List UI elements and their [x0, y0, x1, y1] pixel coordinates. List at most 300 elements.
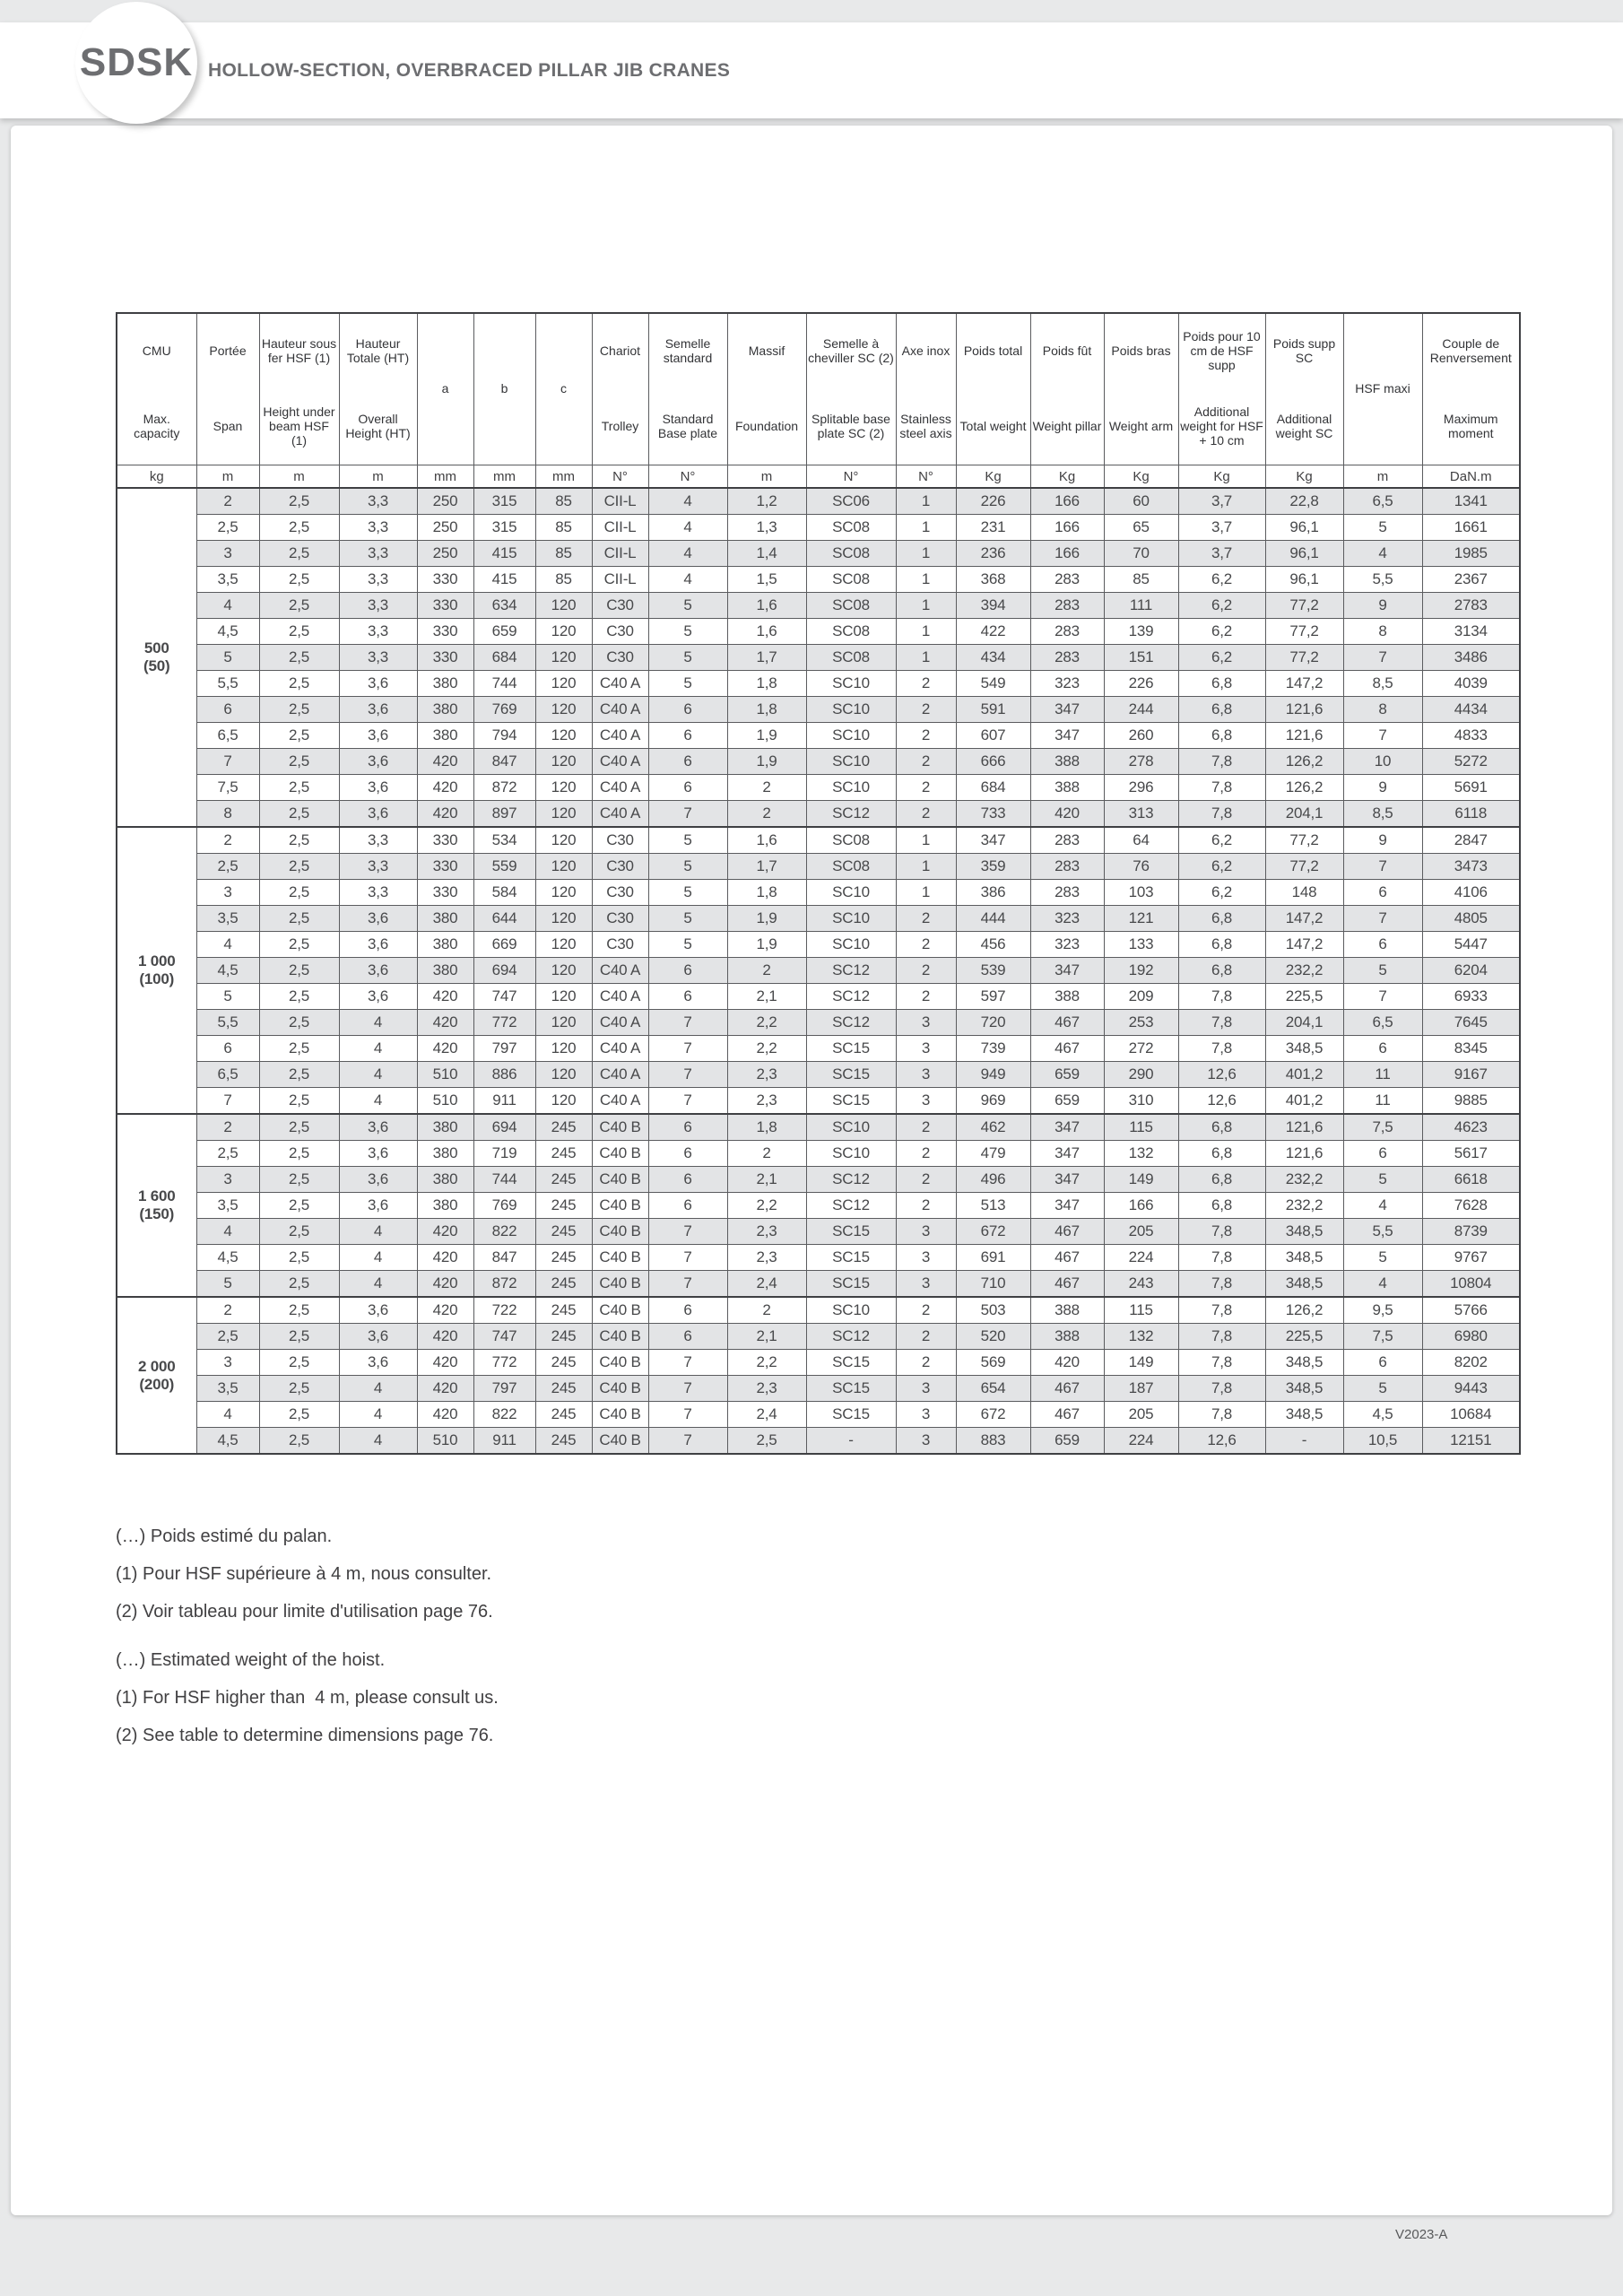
table-cell: 4 — [196, 593, 259, 619]
table-cell: C40 A — [592, 1062, 648, 1088]
table-row — [117, 593, 1520, 619]
table-cell: 2 — [896, 671, 956, 697]
column-header — [896, 313, 956, 465]
table-cell: 797 — [473, 1036, 535, 1062]
table-cell: 719 — [473, 1141, 535, 1167]
table-cell: 1 — [896, 880, 956, 906]
column-header-fr: Axe inox — [901, 344, 950, 359]
footnote-line: (…) Poids estimé du palan. — [116, 1526, 333, 1546]
table-cell: 420 — [417, 1219, 473, 1245]
table-row — [117, 671, 1520, 697]
column-header-en: Total weight — [959, 419, 1027, 434]
table-cell: 12,6 — [1178, 1088, 1265, 1115]
table-cell: SC15 — [806, 1271, 896, 1298]
unit-cell: N° — [806, 465, 896, 489]
unit-cell: m — [339, 465, 417, 489]
column-header-en: Additional weight SC — [1275, 412, 1333, 440]
capacity-group-label — [117, 488, 196, 827]
table-cell: 3,3 — [339, 515, 417, 541]
table-cell: 911 — [473, 1088, 535, 1115]
table-cell: 120 — [535, 749, 592, 775]
column-header — [417, 313, 473, 465]
table-cell: 4 — [1343, 541, 1422, 567]
column-header-fr: Chariot — [599, 344, 641, 359]
table-cell: 847 — [473, 749, 535, 775]
table-row — [117, 1428, 1520, 1455]
table-cell: 7,8 — [1178, 1219, 1265, 1245]
table-cell: 2 — [896, 775, 956, 801]
table-cell: SC12 — [806, 1010, 896, 1036]
table-cell: 9767 — [1422, 1245, 1520, 1271]
table-cell: 6,8 — [1178, 1114, 1265, 1141]
table-row — [117, 1402, 1520, 1428]
table-cell: 4 — [339, 1245, 417, 1271]
column-header-en: Stainless steel axis — [899, 412, 952, 440]
table-cell: 232,2 — [1265, 1167, 1343, 1193]
table-cell: 684 — [473, 645, 535, 671]
table-cell: 2 — [727, 1141, 806, 1167]
table-cell: CII-L — [592, 541, 648, 567]
table-cell: SC10 — [806, 880, 896, 906]
table-cell: 6 — [648, 697, 727, 723]
table-cell: 569 — [956, 1350, 1030, 1376]
table-cell: 3,5 — [196, 1193, 259, 1219]
table-cell: 2,5 — [259, 984, 339, 1010]
table-cell: 415 — [473, 567, 535, 593]
table-cell: 6 — [648, 775, 727, 801]
table-cell: 120 — [535, 1010, 592, 1036]
table-cell: 733 — [956, 801, 1030, 828]
table-cell: 347 — [956, 827, 1030, 854]
unit-cell: m — [259, 465, 339, 489]
capacity-group-label — [117, 1114, 196, 1297]
capacity-value: 2 000 — [137, 1357, 176, 1375]
table-cell: 245 — [535, 1297, 592, 1324]
table-cell: 120 — [535, 906, 592, 932]
table-cell: 380 — [417, 1141, 473, 1167]
table-cell: 2,5 — [259, 488, 339, 515]
table-cell: 1,5 — [727, 567, 806, 593]
table-cell: 224 — [1104, 1428, 1178, 1455]
table-cell: 12,6 — [1178, 1428, 1265, 1455]
table-cell: 797 — [473, 1376, 535, 1402]
table-row — [117, 1193, 1520, 1219]
table-cell: 120 — [535, 1036, 592, 1062]
table-cell: C40 A — [592, 801, 648, 828]
table-cell: 2,5 — [259, 697, 339, 723]
table-cell: 496 — [956, 1167, 1030, 1193]
table-cell: 2 — [727, 801, 806, 828]
table-cell: SC12 — [806, 1193, 896, 1219]
table-cell: 347 — [1030, 958, 1104, 984]
table-cell: C40 B — [592, 1219, 648, 1245]
table-cell: 245 — [535, 1350, 592, 1376]
table-cell: 7 — [1343, 854, 1422, 880]
table-cell: 3,6 — [339, 1297, 417, 1324]
column-header-content — [808, 314, 895, 465]
table-cell: 2 — [896, 801, 956, 828]
table-row — [117, 1088, 1520, 1115]
table-cell: 2,5 — [259, 645, 339, 671]
table-cell: SC15 — [806, 1219, 896, 1245]
table-cell: 672 — [956, 1219, 1030, 1245]
table-cell: 3,6 — [339, 671, 417, 697]
table-cell: 77,2 — [1265, 827, 1343, 854]
table-cell: 2,5 — [259, 1297, 339, 1324]
table-cell: 380 — [417, 1167, 473, 1193]
table-cell: 5 — [648, 854, 727, 880]
unit-cell: m — [727, 465, 806, 489]
table-row — [117, 488, 1520, 515]
table-cell: 3 — [896, 1088, 956, 1115]
table-cell: 467 — [1030, 1245, 1104, 1271]
table-cell: 3 — [896, 1402, 956, 1428]
table-cell: 250 — [417, 515, 473, 541]
table-cell: C30 — [592, 619, 648, 645]
table-cell: 2,5 — [196, 1324, 259, 1350]
table-cell: 205 — [1104, 1219, 1178, 1245]
table-cell: 283 — [1030, 645, 1104, 671]
table-cell: 7 — [648, 1376, 727, 1402]
table-cell: 121,6 — [1265, 723, 1343, 749]
table-cell: 4 — [196, 1402, 259, 1428]
unit-cell: Kg — [1104, 465, 1178, 489]
table-cell: 1 — [896, 593, 956, 619]
table-cell: 65 — [1104, 515, 1178, 541]
table-cell: 420 — [417, 1376, 473, 1402]
table-cell: 3,6 — [339, 906, 417, 932]
table-cell: 1661 — [1422, 515, 1520, 541]
column-header-en: Span — [213, 419, 243, 434]
table-cell: C40 B — [592, 1428, 648, 1455]
table-cell: 456 — [956, 932, 1030, 958]
table-cell: 7,8 — [1178, 749, 1265, 775]
table-cell: 8,5 — [1343, 801, 1422, 828]
table-cell: SC08 — [806, 854, 896, 880]
table-cell: 772 — [473, 1010, 535, 1036]
table-cell: 420 — [417, 1245, 473, 1271]
table-cell: 883 — [956, 1428, 1030, 1455]
table-cell: 330 — [417, 854, 473, 880]
table-cell: 4623 — [1422, 1114, 1520, 1141]
table-cell: 296 — [1104, 775, 1178, 801]
capacity-sub: (50) — [143, 657, 170, 674]
table-cell: 3,5 — [196, 906, 259, 932]
table-cell: 2 — [896, 1141, 956, 1167]
column-header — [1178, 313, 1265, 465]
table-cell: 4 — [1343, 1271, 1422, 1298]
table-cell: 3,7 — [1178, 515, 1265, 541]
table-cell: 120 — [535, 958, 592, 984]
table-cell: - — [806, 1428, 896, 1455]
table-row — [117, 1114, 1520, 1141]
table-cell: SC15 — [806, 1245, 896, 1271]
table-cell: 7 — [1343, 906, 1422, 932]
table-cell: 3,3 — [339, 854, 417, 880]
table-cell: 278 — [1104, 749, 1178, 775]
table-cell: 1 — [896, 619, 956, 645]
table-cell: 2,1 — [727, 1167, 806, 1193]
table-cell: 225,5 — [1265, 984, 1343, 1010]
table-cell: 347 — [1030, 723, 1104, 749]
table-cell: SC10 — [806, 723, 896, 749]
table-cell: 6,8 — [1178, 906, 1265, 932]
table-cell: 3,7 — [1178, 488, 1265, 515]
table-cell: 8202 — [1422, 1350, 1520, 1376]
table-cell: 772 — [473, 1350, 535, 1376]
table-cell: 388 — [1030, 1324, 1104, 1350]
column-header-fr: Semelle standard — [663, 336, 713, 365]
table-cell: C40 A — [592, 1088, 648, 1115]
table-cell: 5447 — [1422, 932, 1520, 958]
capacity-value: 500 — [143, 639, 169, 657]
table-cell: 872 — [473, 1271, 535, 1298]
table-cell: 949 — [956, 1062, 1030, 1088]
table-cell: 330 — [417, 567, 473, 593]
table-cell: 4 — [1343, 1193, 1422, 1219]
table-cell: 420 — [1030, 801, 1104, 828]
table-cell: 5 — [648, 619, 727, 645]
table-cell: 6,2 — [1178, 854, 1265, 880]
table-cell: 6 — [1343, 880, 1422, 906]
table-cell: C40 A — [592, 697, 648, 723]
table-cell: 5 — [648, 880, 727, 906]
table-row — [117, 801, 1520, 828]
table-cell: 467 — [1030, 1376, 1104, 1402]
table-cell: 283 — [1030, 880, 1104, 906]
column-header-content — [650, 314, 726, 465]
table-cell: 5766 — [1422, 1297, 1520, 1324]
column-header-fr: Couple de Renversement — [1429, 336, 1512, 365]
table-cell: 205 — [1104, 1402, 1178, 1428]
table-cell: 121,6 — [1265, 1141, 1343, 1167]
table-cell: 1,8 — [727, 880, 806, 906]
table-cell: SC10 — [806, 1114, 896, 1141]
table-cell: 479 — [956, 1141, 1030, 1167]
table-cell: 3134 — [1422, 619, 1520, 645]
table-cell: C40 B — [592, 1271, 648, 1298]
table-cell: 85 — [535, 541, 592, 567]
table-cell: 911 — [473, 1428, 535, 1455]
table-cell: 3,6 — [339, 1167, 417, 1193]
table-cell: 2,5 — [259, 775, 339, 801]
table-cell: 7,8 — [1178, 984, 1265, 1010]
table-cell: 7,8 — [1178, 1350, 1265, 1376]
table-cell: 4 — [339, 1402, 417, 1428]
table-cell: 467 — [1030, 1036, 1104, 1062]
table-cell: 747 — [473, 984, 535, 1010]
table-cell: 2,5 — [259, 854, 339, 880]
table-cell: 6,2 — [1178, 619, 1265, 645]
table-cell: 243 — [1104, 1271, 1178, 1298]
table-cell: 7,8 — [1178, 801, 1265, 828]
table-cell: 380 — [417, 958, 473, 984]
table-cell: 3,6 — [339, 984, 417, 1010]
table-cell: 6,5 — [1343, 488, 1422, 515]
table-cell: 5 — [648, 645, 727, 671]
table-cell: 2,5 — [259, 619, 339, 645]
column-header-content — [198, 314, 258, 465]
table-cell: SC06 — [806, 488, 896, 515]
table-cell: 2,1 — [727, 984, 806, 1010]
column-header-en: Splitable base plate SC (2) — [812, 412, 890, 440]
table-cell: 147,2 — [1265, 671, 1343, 697]
table-cell: SC12 — [806, 1324, 896, 1350]
table-cell: 245 — [535, 1193, 592, 1219]
table-cell: 394 — [956, 593, 1030, 619]
table-cell: C40 A — [592, 958, 648, 984]
table-cell: 388 — [1030, 1297, 1104, 1324]
table-cell: 5 — [648, 932, 727, 958]
table-cell: C30 — [592, 854, 648, 880]
table-row — [117, 775, 1520, 801]
table-cell: 204,1 — [1265, 801, 1343, 828]
table-cell: 7 — [648, 1010, 727, 1036]
table-cell: 2,5 — [259, 906, 339, 932]
table-cell: 2,5 — [259, 723, 339, 749]
table-cell: 245 — [535, 1245, 592, 1271]
table-cell: 6 — [648, 1324, 727, 1350]
table-cell: 348,5 — [1265, 1376, 1343, 1402]
column-header-content — [594, 314, 647, 465]
table-cell: 2,2 — [727, 1010, 806, 1036]
table-cell: 2 — [727, 958, 806, 984]
table-cell: 659 — [1030, 1062, 1104, 1088]
table-row — [117, 723, 1520, 749]
table-cell: 3 — [196, 1167, 259, 1193]
table-cell: 5 — [1343, 515, 1422, 541]
table-cell: 7 — [648, 1088, 727, 1115]
table-cell: 2,5 — [259, 1376, 339, 1402]
table-cell: 330 — [417, 593, 473, 619]
table-cell: SC15 — [806, 1088, 896, 1115]
column-header-en: Max. capacity — [134, 412, 180, 440]
table-row — [117, 1245, 1520, 1271]
table-cell: 148 — [1265, 880, 1343, 906]
table-cell: 684 — [956, 775, 1030, 801]
table-cell: SC12 — [806, 984, 896, 1010]
table-cell: 3 — [196, 541, 259, 567]
table-cell: 3,5 — [196, 1376, 259, 1402]
table-cell: 747 — [473, 1324, 535, 1350]
table-cell: 2,5 — [259, 1245, 339, 1271]
table-cell: 7 — [648, 1350, 727, 1376]
column-header-fr: Hauteur sous fer HSF (1) — [261, 336, 337, 365]
table-cell: 120 — [535, 932, 592, 958]
unit-cell: Kg — [1178, 465, 1265, 489]
table-cell: 2,1 — [727, 1324, 806, 1350]
table-cell: 9,5 — [1343, 1297, 1422, 1324]
table-cell: SC08 — [806, 619, 896, 645]
table-cell: SC08 — [806, 541, 896, 567]
table-cell: C40 B — [592, 1114, 648, 1141]
table-cell: 1,8 — [727, 697, 806, 723]
table-cell: C40 B — [592, 1376, 648, 1402]
table-cell: 2,5 — [259, 932, 339, 958]
table-cell: 420 — [417, 749, 473, 775]
table-cell: 2,5 — [259, 567, 339, 593]
table-cell: 6 — [648, 1114, 727, 1141]
table-cell: 467 — [1030, 1402, 1104, 1428]
table-cell: 232,2 — [1265, 1193, 1343, 1219]
table-cell: 166 — [1030, 541, 1104, 567]
table-cell: 115 — [1104, 1297, 1178, 1324]
table-cell: 2,5 — [259, 880, 339, 906]
table-cell: 3 — [896, 1036, 956, 1062]
table-cell: 6 — [648, 723, 727, 749]
table-cell: 245 — [535, 1402, 592, 1428]
table-cell: 3 — [896, 1271, 956, 1298]
table-cell: 2783 — [1422, 593, 1520, 619]
table-cell: 7,5 — [1343, 1324, 1422, 1350]
table-cell: 6,2 — [1178, 827, 1265, 854]
table-cell: 1 — [896, 541, 956, 567]
table-row — [117, 697, 1520, 723]
table-cell: 388 — [1030, 749, 1104, 775]
unit-cell: m — [1343, 465, 1422, 489]
table-cell: 7,8 — [1178, 1036, 1265, 1062]
table-cell: 5 — [196, 1271, 259, 1298]
table-cell: 120 — [535, 671, 592, 697]
table-cell: 3,6 — [339, 749, 417, 775]
capacity-sub: (200) — [139, 1375, 175, 1393]
table-cell: 120 — [535, 723, 592, 749]
table-row — [117, 906, 1520, 932]
table-cell: 6 — [648, 958, 727, 984]
table-cell: SC10 — [806, 775, 896, 801]
table-cell: 9167 — [1422, 1062, 1520, 1088]
table-cell: 2,2 — [727, 1350, 806, 1376]
table-cell: 2,5 — [259, 671, 339, 697]
table-cell: 7,8 — [1178, 1271, 1265, 1298]
table-cell: 245 — [535, 1114, 592, 1141]
table-cell: 549 — [956, 671, 1030, 697]
table-cell: 70 — [1104, 541, 1178, 567]
table-cell: 3,6 — [339, 958, 417, 984]
table-cell: 2 — [196, 1297, 259, 1324]
table-row — [117, 619, 1520, 645]
table-cell: 420 — [417, 984, 473, 1010]
table-cell: 2 — [896, 1297, 956, 1324]
table-cell: 283 — [1030, 567, 1104, 593]
table-cell: C40 B — [592, 1193, 648, 1219]
unit-cell: Kg — [1265, 465, 1343, 489]
table-cell: 1 — [896, 515, 956, 541]
table-cell: 6,8 — [1178, 958, 1265, 984]
table-cell: 2 — [727, 775, 806, 801]
table-cell: 694 — [473, 958, 535, 984]
table-cell: 3,5 — [196, 567, 259, 593]
table-cell: SC10 — [806, 1141, 896, 1167]
table-cell: 5617 — [1422, 1141, 1520, 1167]
table-cell: 187 — [1104, 1376, 1178, 1402]
table-cell: 8,5 — [1343, 671, 1422, 697]
table-cell: 4 — [339, 1376, 417, 1402]
column-header — [956, 313, 1030, 465]
table-cell: 4 — [648, 515, 727, 541]
table-cell: 1,9 — [727, 932, 806, 958]
table-cell: 722 — [473, 1297, 535, 1324]
table-cell: 22,8 — [1265, 488, 1343, 515]
table-row — [117, 1219, 1520, 1245]
table-cell: 10 — [1343, 749, 1422, 775]
column-header-label: a — [441, 381, 449, 396]
table-cell: SC10 — [806, 932, 896, 958]
column-header-fr: Semelle à cheviller SC (2) — [808, 336, 894, 365]
column-header-fr: Massif — [748, 344, 785, 359]
table-cell: 6 — [648, 1167, 727, 1193]
table-cell: 6 — [1343, 1036, 1422, 1062]
